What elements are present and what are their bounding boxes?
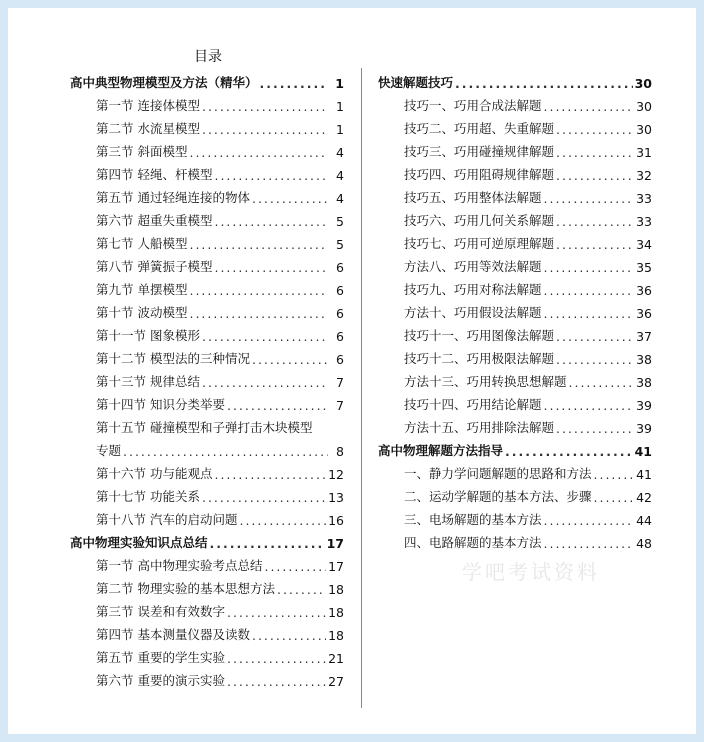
toc-entry[interactable] (378, 160, 652, 183)
dot-leader (544, 398, 635, 413)
toc-page-number: 18 (328, 582, 344, 597)
toc-page-number: 7 (336, 375, 344, 390)
toc-page-number: 39 (636, 398, 652, 413)
toc-entry-text: 第十六节 功与能观点 (96, 466, 213, 481)
toc-page-number: 6 (336, 352, 344, 367)
dot-leader (569, 375, 635, 390)
dot-leader (227, 605, 326, 620)
dot-leader (556, 421, 634, 436)
toc-page-number: 30 (636, 99, 652, 114)
toc-entry-text: 第一节 连接体模型 (96, 98, 200, 113)
toc-entry[interactable] (378, 275, 652, 298)
dot-leader (227, 674, 326, 689)
dot-leader (239, 513, 326, 528)
toc-page-number: 33 (636, 191, 652, 206)
toc-entry-text: 第五节 重要的学生实验 (96, 650, 225, 665)
toc-entry-text: 第四节 基本测量仪器及读数 (96, 627, 250, 642)
dot-leader (544, 260, 635, 275)
toc-page-number: 18 (328, 628, 344, 643)
toc-page-number: 1 (336, 99, 344, 114)
toc-entry-text: 第八节 弹簧振子模型 (96, 259, 213, 274)
toc-entry-text: 第一节 高中物理实验考点总结 (96, 558, 263, 573)
toc-entry[interactable] (378, 321, 652, 344)
toc-entry[interactable] (70, 160, 344, 183)
toc-page-number: 13 (328, 490, 344, 505)
toc-entry-text: 技巧十二、巧用极限法解题 (404, 351, 555, 366)
toc-entry-text: 三、电场解题的基本方法 (404, 512, 542, 527)
toc-entry[interactable] (378, 367, 652, 390)
toc-page-number: 34 (636, 237, 652, 252)
toc-entry[interactable] (378, 114, 652, 137)
toc-entry-text: 技巧三、巧用碰撞规律解题 (404, 144, 555, 159)
dot-leader (556, 237, 634, 252)
toc-entry-text: 第十二节 模型法的三种情况 (96, 351, 250, 366)
dot-leader (214, 214, 328, 229)
toc-entry[interactable] (70, 275, 344, 298)
toc-entry[interactable] (70, 643, 344, 666)
toc-entry[interactable] (70, 459, 344, 482)
toc-page-number: 5 (336, 214, 344, 229)
dot-leader (214, 467, 326, 482)
toc-entry[interactable] (70, 505, 344, 528)
toc-entry[interactable] (70, 574, 344, 597)
toc-page-number: 39 (636, 421, 652, 436)
toc-entry-text: 高中典型物理模型及方法（精华） (70, 75, 258, 90)
toc-entry-text: 方法十五、巧用排除法解题 (404, 420, 555, 435)
dot-leader (202, 375, 328, 390)
dot-leader (556, 122, 634, 137)
toc-page-number: 12 (328, 467, 344, 482)
toc-left-column (70, 68, 344, 689)
toc-page-number: 4 (336, 191, 344, 206)
toc-page-number: 48 (636, 536, 652, 551)
toc-entry-text: 第三节 斜面模型 (96, 144, 188, 159)
dot-leader (594, 467, 635, 482)
toc-entry-text: 方法十三、巧用转换思想解题 (404, 374, 567, 389)
toc-entry-text: 技巧四、巧用阻碍规律解题 (404, 167, 555, 182)
toc-page-number: 31 (636, 145, 652, 160)
toc-entry-text: 一、静力学问题解题的思路和方法 (404, 466, 592, 481)
toc-entry[interactable] (70, 597, 344, 620)
toc-entry[interactable] (70, 229, 344, 252)
toc-page-number: 36 (636, 283, 652, 298)
toc-page-number: 41 (636, 467, 652, 482)
toc-section-heading[interactable] (70, 528, 344, 551)
toc-entry[interactable] (70, 620, 344, 643)
toc-entry[interactable] (70, 436, 344, 459)
toc-page-number: 27 (328, 674, 344, 689)
toc-entry[interactable] (378, 137, 652, 160)
toc-entry[interactable] (378, 390, 652, 413)
toc-entry[interactable] (70, 390, 344, 413)
dot-leader (189, 306, 328, 321)
watermark: 学吧考试资料 (462, 560, 600, 584)
toc-entry-text: 第九节 单摆模型 (96, 282, 188, 297)
dot-leader (544, 306, 635, 321)
dot-leader (214, 260, 328, 275)
toc-page-number: 1 (336, 122, 344, 137)
dot-leader (556, 214, 634, 229)
dot-leader (594, 490, 635, 505)
toc-page-number: 6 (336, 306, 344, 321)
toc-entry[interactable] (70, 206, 344, 229)
toc-page-number: 16 (328, 513, 344, 528)
toc-entry-text: 第二节 水流星模型 (96, 121, 200, 136)
toc-right-column (378, 68, 652, 551)
toc-entry[interactable] (70, 91, 344, 114)
toc-page-number: 30 (634, 76, 652, 91)
dot-leader (227, 651, 326, 666)
toc-entry-text: 技巧九、巧用对称法解题 (404, 282, 542, 297)
dot-leader (202, 490, 326, 505)
toc-entry[interactable] (70, 298, 344, 321)
toc-page-number: 41 (634, 444, 652, 459)
toc-entry-text: 技巧七、巧用可逆原理解题 (404, 236, 555, 251)
toc-entry-text: 技巧六、巧用几何关系解题 (404, 213, 555, 228)
toc-page-number: 30 (636, 122, 652, 137)
dot-leader (210, 536, 325, 551)
dot-leader (214, 168, 328, 183)
dot-leader (556, 329, 634, 344)
dot-leader (252, 628, 326, 643)
toc-entry-text: 技巧一、巧用合成法解题 (404, 98, 542, 113)
dot-leader (505, 444, 633, 459)
toc-entry[interactable] (70, 321, 344, 344)
dot-leader (189, 145, 328, 160)
toc-entry-text: 第十四节 知识分类举要 (96, 397, 225, 412)
toc-page-number: 6 (336, 329, 344, 344)
toc-page-number: 7 (336, 398, 344, 413)
toc-entry-text: 第二节 物理实验的基本思想方法 (96, 581, 275, 596)
toc-entry-text: 第三节 误差和有效数字 (96, 604, 225, 619)
dot-leader (455, 76, 633, 91)
dot-leader (544, 283, 635, 298)
toc-entry-text: 第十七节 功能关系 (96, 489, 200, 504)
dot-leader (227, 398, 328, 413)
toc-page-number: 5 (336, 237, 344, 252)
toc-entry-text: 二、运动学解题的基本方法、步骤 (404, 489, 592, 504)
toc-entry[interactable] (378, 344, 652, 367)
toc-entry[interactable] (378, 482, 652, 505)
toc-page-number: 38 (636, 352, 652, 367)
dot-leader (202, 99, 328, 114)
toc-entry[interactable] (70, 252, 344, 275)
toc-entry-text: 快速解题技巧 (378, 75, 454, 90)
toc-entry-text: 第十八节 汽车的启动问题 (96, 512, 238, 527)
toc-page-number: 17 (326, 536, 344, 551)
toc-entry-text: 第十一节 图象模形 (96, 328, 200, 343)
toc-page-number: 4 (336, 145, 344, 160)
dot-leader (556, 145, 634, 160)
toc-page-number: 36 (636, 306, 652, 321)
dot-leader (544, 191, 635, 206)
toc-page-number: 17 (328, 559, 344, 574)
toc-entry[interactable] (70, 666, 344, 689)
toc-entry-text: 第六节 重要的演示实验 (96, 673, 225, 688)
toc-page-number: 35 (636, 260, 652, 275)
toc-entry[interactable] (378, 528, 652, 551)
toc-entry[interactable] (70, 551, 344, 574)
toc-entry[interactable] (378, 505, 652, 528)
dot-leader (202, 122, 328, 137)
toc-entry-text: 方法八、巧用等效法解题 (404, 259, 542, 274)
toc-entry-text: 专题 (96, 443, 122, 458)
dot-leader (260, 76, 328, 91)
toc-page-number: 33 (636, 214, 652, 229)
toc-entry[interactable] (378, 252, 652, 275)
toc-entry[interactable] (378, 229, 652, 252)
toc-page-number: 42 (636, 490, 652, 505)
dot-leader (544, 513, 635, 528)
toc-entry[interactable] (378, 413, 652, 436)
dot-leader (202, 329, 328, 344)
toc-page-number: 37 (636, 329, 652, 344)
toc-entry[interactable] (378, 206, 652, 229)
dot-leader (189, 283, 328, 298)
toc-entry[interactable] (70, 183, 344, 206)
toc-entry-text: 技巧十一、巧用图像法解题 (404, 328, 555, 343)
toc-entry[interactable] (378, 91, 652, 114)
toc-page-number: 38 (636, 375, 652, 390)
toc-entry[interactable] (70, 482, 344, 505)
toc-entry-text: 技巧五、巧用整体法解题 (404, 190, 542, 205)
dot-leader (252, 191, 328, 206)
toc-entry-text: 第五节 通过轻绳连接的物体 (96, 190, 250, 205)
toc-page-number: 6 (336, 260, 344, 275)
dot-leader (556, 352, 634, 367)
toc-section-heading[interactable] (70, 68, 344, 91)
toc-page-number: 32 (636, 168, 652, 183)
toc-page-number: 18 (328, 605, 344, 620)
toc-entry-text: 高中物理解题方法指导 (378, 443, 504, 458)
toc-entry-text: 第四节 轻绳、杆模型 (96, 167, 213, 182)
dot-leader (556, 168, 634, 183)
dot-leader (277, 582, 326, 597)
toc-page-number: 8 (336, 444, 344, 459)
toc-entry-text: 第十节 波动模型 (96, 305, 188, 320)
toc-section-heading[interactable] (378, 436, 652, 459)
toc-entry-text: 第十五节 碰撞模型和子弹打击木块模型 (96, 420, 313, 435)
toc-entry[interactable] (378, 298, 652, 321)
toc-entry-text: 高中物理实验知识点总结 (70, 535, 208, 550)
toc-entry[interactable] (70, 413, 344, 436)
toc-page-number: 21 (328, 651, 344, 666)
toc-entry-text: 技巧十四、巧用结论解题 (404, 397, 542, 412)
toc-entry[interactable] (378, 459, 652, 482)
toc-section-heading[interactable] (378, 68, 652, 91)
toc-entry[interactable] (378, 183, 652, 206)
toc-entry[interactable] (70, 114, 344, 137)
toc-page-number: 6 (336, 283, 344, 298)
dot-leader (252, 352, 328, 367)
toc-entry[interactable] (70, 137, 344, 160)
column-divider (361, 68, 362, 708)
toc-page-number: 1 (335, 76, 344, 91)
toc-entry-text: 技巧二、巧用超、失重解题 (404, 121, 555, 136)
toc-entry-text: 方法十、巧用假设法解题 (404, 305, 542, 320)
toc-entry-text: 第十三节 规律总结 (96, 374, 200, 389)
toc-entry-text: 四、电路解题的基本方法 (404, 535, 542, 550)
dot-leader (123, 444, 328, 459)
document-page (8, 8, 696, 734)
dot-leader (189, 237, 328, 252)
dot-leader (264, 559, 326, 574)
toc-entry[interactable] (70, 367, 344, 390)
toc-title: 目录 (194, 49, 222, 65)
toc-entry[interactable] (70, 344, 344, 367)
toc-page-number: 44 (636, 513, 652, 528)
dot-leader (544, 99, 635, 114)
dot-leader (544, 536, 635, 551)
toc-entry-text: 第六节 超重失重模型 (96, 213, 213, 228)
toc-page-number: 4 (336, 168, 344, 183)
toc-entry-text: 第七节 人船模型 (96, 236, 188, 251)
